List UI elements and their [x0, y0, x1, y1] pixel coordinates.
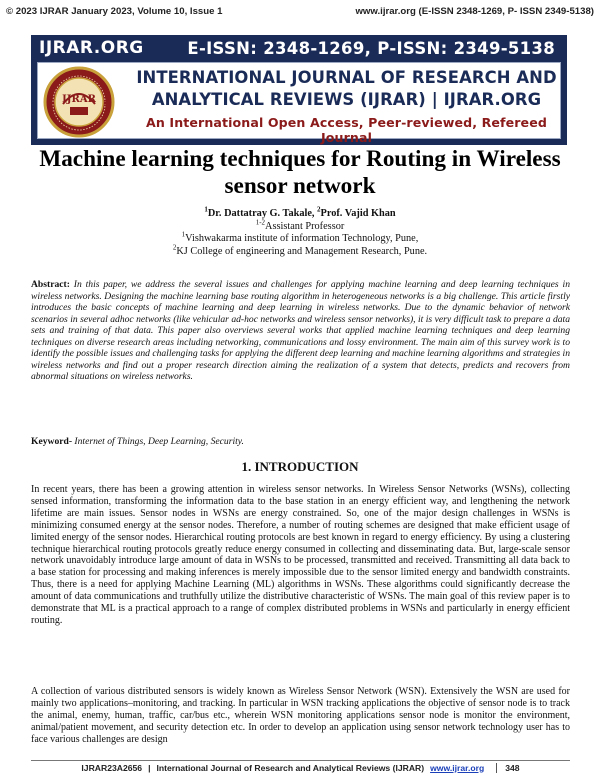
banner-body — [37, 62, 561, 145]
abstract-label: Abstract: — [31, 279, 70, 290]
author-1: Dr. Dattatray G. Takale, — [207, 208, 318, 219]
footer-paper-id: IJRAR23A2656 — [81, 762, 143, 773]
footer-page-number: 348 — [496, 763, 519, 773]
author-2: Prof. Vajid Khan — [320, 208, 396, 219]
journal-banner — [31, 35, 567, 145]
section-heading-introduction: 1. INTRODUCTION — [241, 459, 359, 474]
header-issn-info: www.ijrar.org (E-ISSN 2348-1269, P- ISSN 2349-5138) — [355, 5, 594, 17]
banner-strip — [31, 35, 567, 61]
journal-title-line2: ANALYTICAL REVIEWS (IJRAR) | IJRAR.ORG — [151, 90, 542, 109]
body-paragraph-2: A collection of various distributed sensors is widely known as Wireless Sensor Network (WSN). Extensively the WSN are used for mainly two applications–monitoring, and tracking. In particular in WSN tracking applications the objective of sensor node is to track the animal, enemy, human, traffic, car/bus etc., wherein WSN monitoring applications sensor node is monitor the environment, animal/patient movement, and security detection etc. In order to develop an application using sensor network technology user has to face various challenges are design — [31, 686, 570, 745]
affiliation-2: $^2$KJ College of engineering and Management Research, Pune. — [172, 243, 428, 257]
running-header — [6, 4, 594, 18]
body-paragraph-1: In recent years, there has been a growing attention in wireless sensor networks. In Wireless Sensor Networks (WSNs), collecting sensed information, transforming the information data to the base station in an energy efficient way, and lengthening the network lifetime are main issues. Sensor nodes in WSNs are energy constrained. So, one of the major design challenges in WSNs is minimizing consumed energy at the sensor nodes. Therefore, a number of routing schemes are designed that make efficient usage of limited energy of the sensor nodes. Hierarchical routing protocols are best known in regard to energy efficiency. By using a clustering technique hierarchical routing protocols greatly reduce energy consumed in collecting and disseminating data. But, large-scale sensor network unavoidably introduce large amount of data in WSNs to be processed, transmitted and received. Transmitting all data back to a base station for processing and making inferences is merely impossible due to the sensor limited energy and bandwidth constraints. Thus, there is a need for applying Machine Learning (ML) algorithms in WSNs. These algorithms could significantly decrease the amount of data communications and truthfully utilize the distributive characteristic of WSNs. The main goal of this review paper is to demonstrate that ML is a practical approach to a range of complex distributed problems in WSNs and particularly in energy efficient routing. — [31, 484, 570, 626]
journal-title-line1: INTERNATIONAL JOURNAL OF RESEARCH AND — [136, 68, 557, 87]
journal-tagline: An International Open Access, Peer-reviewed, Refereed Journal — [146, 115, 547, 145]
abstract — [31, 279, 570, 383]
author-names: $^1$Dr. Dattatray G. Takale, $^2$Prof. Vajid Khan — [204, 205, 396, 219]
abstract-text: In this paper, we address the several issues and challenges for applying machine learning and deep learning techniques in wireless networks. Designing the machine learning base routing algorithm in heterogeneous networks is a big challenge. This article firstly introduces the basic concepts of machine learning and deep learning in wireless networks. Due to the dynamic behavior of network scenarios in several adhoc networks (like vehicular ad-hoc networks and wireless sensor networks), it is very difficult task to prepare a data sets and training of that data. This paper also overviews several works that applied machine learning techniques and deep learning techniques on diverse research areas including networking, communications and lossy environment. The main aim of this survey work is to identify the possible issues and challenging tasks for applying the different deep learning and machine learning algorithms and strategies in wireless networks and find out a proper research direction aiming the realization of a system that detects, predicts and recovers from abnormal situations on wireless networks. — [31, 279, 570, 382]
affiliation-1: $^1$Vishwakarma institute of information Technology, Pune, — [181, 230, 419, 244]
author-role: $^{1-2}$Assistant Professor — [255, 218, 345, 232]
paper-title: Machine learning techniques for Routing in Wireless sensor network — [39, 146, 561, 199]
footer-journal-name: International Journal of Research and Analytical Reviews (IJRAR) — [156, 762, 425, 773]
keywords — [31, 436, 570, 448]
journal-seal-logo — [43, 66, 115, 138]
page-footer: IJRAR23A2656 | International Journal of Research and Analytical Reviews (IJRAR) www.ijrar.org 348 — [31, 760, 570, 774]
banner-site-name: IJRAR.ORG — [39, 38, 144, 58]
header-volume-info: © 2023 IJRAR January 2023, Volume 10, Issue 1 — [6, 5, 223, 17]
keywords-label: Keyword- — [31, 436, 73, 447]
author-block — [20, 205, 580, 258]
keywords-text: Internet of Things, Deep Learning, Security. — [72, 436, 244, 447]
logo-wordmark: IJRAR — [62, 94, 96, 105]
journal-title — [134, 67, 559, 111]
banner-issn: E-ISSN: 2348-1269, P-ISSN: 2349-5138 — [187, 38, 555, 58]
footer-journal-link[interactable]: www.ijrar.org — [430, 762, 485, 773]
